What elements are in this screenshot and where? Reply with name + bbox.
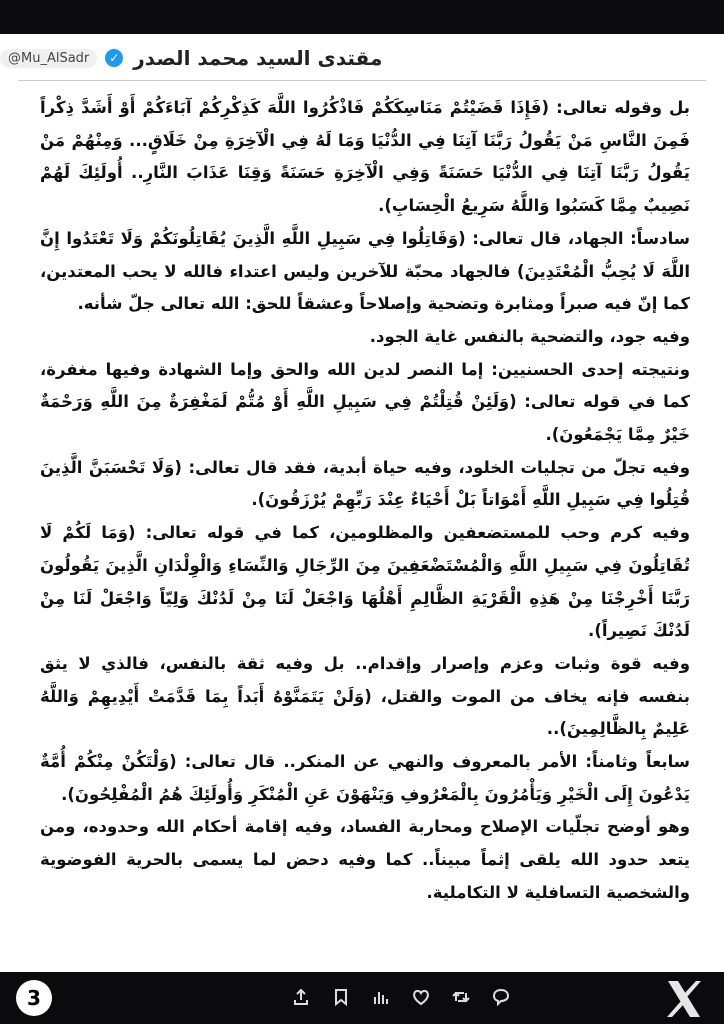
reply-icon[interactable] [490, 987, 512, 1012]
x-logo-icon [660, 975, 708, 1023]
page-number-badge: 3 [16, 980, 52, 1016]
paragraph: سادساً: الجهاد، قال تعالى: (وَقَاتِلُوا فِي سَبِيلِ اللَّهِ الَّذِينَ يُقَاتِلُونَكُمْ وَلَا تَعْتَدُوا إِنَّ اللَّهَ لَا يُحِبُّ الْمُعْتَدِينَ) فالجهاد محبّة للآخرين وليس اعتداء فالله لا يحب المعتدين، كما إنّ فيه صبراً ومثابرة وتضحية وإصلاحاً وعشقاً للحق: الله تعالى جلّ شأنه. [40, 228, 690, 314]
section-heading: سادساً: [630, 228, 690, 248]
paragraph: وفيه جود، والتضحية بالنفس غاية الجود. [369, 326, 690, 346]
paragraph: وفيه قوة وثبات وعزم وإصرار وإقدام.. بل وفيه ثقة بالنفس، فالذي لا يثق بنفسه فإنه يخاف من الموت والقتل، (وَلَنْ يَتَمَنَّوْهُ أَبَداً بِمَا قَدَّمَتْ أَيْدِيهِمْ وَاللَّهُ عَلِيمٌ بِالظَّالِمِينَ).. [40, 653, 690, 739]
retweet-icon[interactable] [450, 987, 472, 1012]
share-icon[interactable] [290, 987, 312, 1012]
paragraph: وفيه كرم وحب للمستضعفين والمظلومين، كما في قوله تعالى: (وَمَا لَكُمْ لَا تُقَاتِلُونَ فِي سَبِيلِ اللَّهِ وَالْمُسْتَضْعَفِينَ مِنَ الرِّجَالِ وَالنِّسَاءِ وَالْوِلْدَانِ الَّذِينَ يَقُولُونَ رَبَّنَا أَخْرِجْنَا مِنْ هَذِهِ الْقَرْيَةِ الظَّالِمِ أَهْلُهَا وَاجْعَلْ لَنَا مِنْ لَدُنْكَ وَلِيّاً وَاجْعَلْ لَنَا مِنْ لَدُنْكَ نَصِيراً). [40, 523, 690, 641]
bookmark-icon[interactable] [330, 987, 352, 1012]
paragraph: سابعاً وثامناً: الأمر بالمعروف والنهي عن المنكر.. قال تعالى: (وَلْتَكُنْ مِنْكُمْ أُمَّةٌ يَدْعُونَ إِلَى الْخَيْرِ وَيَأْمُرُونَ بِالْمَعْرُوفِ وَيَنْهَوْنَ عَنِ الْمُنْكَرِ وَأُولَئِكَ هُمُ الْمُفْلِحُونَ). [40, 752, 690, 804]
views-icon[interactable] [370, 987, 392, 1012]
top-bar [0, 0, 724, 34]
post-header [0, 34, 724, 82]
account-name[interactable]: مقتدى السيد محمد الصدر [133, 46, 383, 70]
header-divider [18, 80, 706, 81]
account-handle[interactable]: @Mu_AlSadr [0, 49, 97, 68]
post-body [40, 92, 690, 910]
section-heading: سابعاً وثامناً: [585, 752, 690, 772]
verified-badge-icon: ✓ [105, 49, 123, 67]
like-icon[interactable] [410, 987, 432, 1012]
paragraph: وفيه تجلّ من تجليات الخلود، وفيه حياة أبدية، فقد قال تعالى: (وَلَا تَحْسَبَنَّ الَّذِينَ قُتِلُوا فِي سَبِيلِ اللَّهِ أَمْوَاتاً بَلْ أَحْيَاءٌ عِنْدَ رَبِّهِمْ يُرْزَقُونَ). [40, 457, 690, 510]
paragraph: ونتيجته إحدى الحسنيين: إما النصر لدين الله والحق وإما الشهادة وفيها مغفرة، كما في قوله تعالى: (وَلَئِنْ قُتِلْتُمْ فِي سَبِيلِ اللَّهِ أَوْ مُتُّمْ لَمَغْفِرَةٌ مِنَ اللَّهِ وَرَحْمَةٌ خَيْرٌ مِمَّا يَجْمَعُونَ). [40, 359, 690, 445]
paragraph: بل وقوله تعالى: (فَإِذَا قَضَيْتُمْ مَنَاسِكَكُمْ فَاذْكُرُوا اللَّهَ كَذِكْرِكُمْ آبَاءَكُمْ أَوْ أَشَدَّ ذِكْراً فَمِنَ النَّاسِ مَنْ يَقُولُ رَبَّنَا آتِنَا فِي الدُّنْيَا وَمَا لَهُ فِي الْآخِرَةِ مِنْ خَلَاقٍ... وَمِنْهُمْ مَنْ يَقُولُ رَبَّنَا آتِنَا فِي الدُّنْيَا حَسَنَةً وَفِي الْآخِرَةِ حَسَنَةً وَقِنَا عَذَابَ النَّارِ.. أُولَئِكَ لَهُمْ نَصِيبٌ مِمَّا كَسَبُوا وَاللَّهُ سَرِيعُ الْحِسَابِ). [40, 98, 690, 216]
paragraph: وهو أوضح تجلّيات الإصلاح ومحاربة الفساد، وفيه إقامة أحكام الله وحدوده، ومن يتعد حدود الله يلقى إثماً مبيناً.. كما وفيه دحض لما يسمى بالحرية الفوضوية والشخصية التسافلية لا التكاملية. [40, 817, 690, 902]
action-bar [290, 984, 512, 1014]
